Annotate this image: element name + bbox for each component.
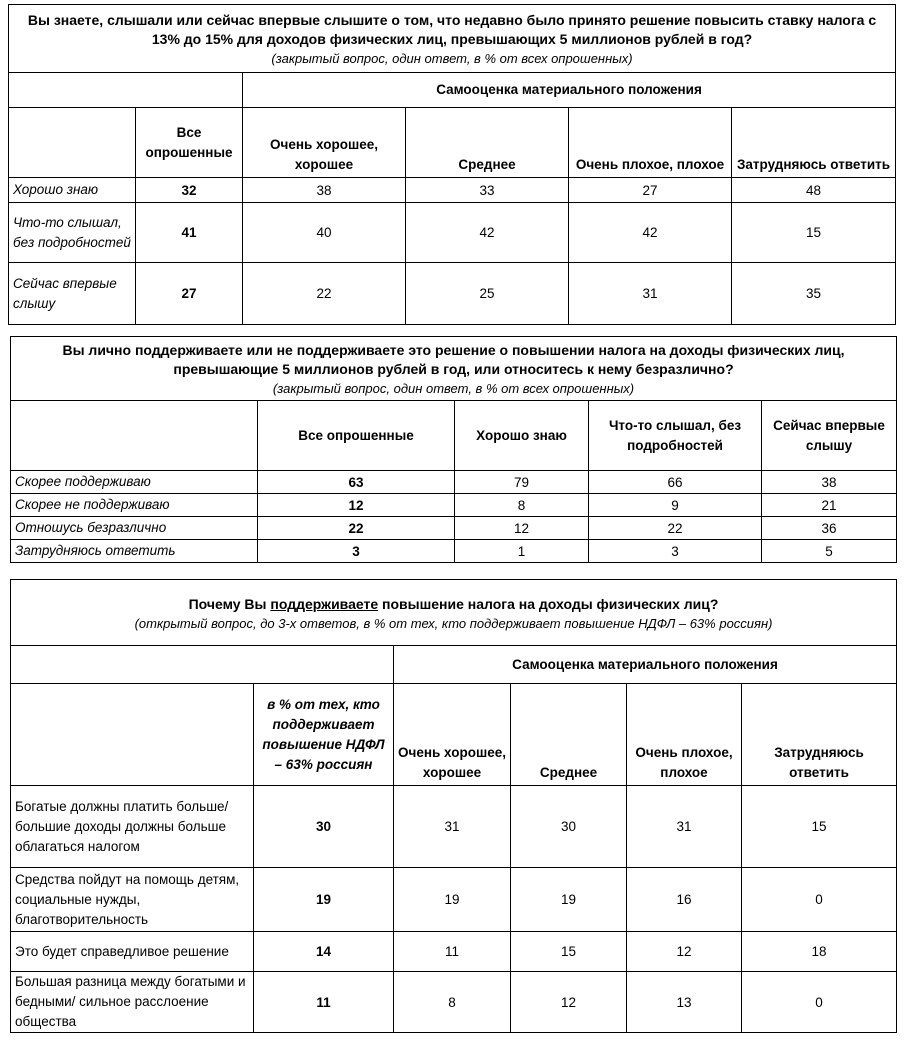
cell: 35 <box>732 263 896 325</box>
question-text: Вы лично поддерживаете или не поддерживаете это решение о повышении налога на доходы физических лиц, превышающие 5 миллионов рублей в год, или относитесь к нему безразлично? <box>62 342 845 377</box>
col-header: Очень хорошее, хорошее <box>243 108 406 178</box>
cell: 18 <box>742 932 897 972</box>
cell: 22 <box>589 517 762 540</box>
col-header-all: Все опрошенные <box>258 401 455 471</box>
table-row <box>9 178 896 203</box>
cell: 38 <box>762 471 897 494</box>
cell: 16 <box>627 868 742 932</box>
cell: 12 <box>627 932 742 972</box>
row-label: Затрудняюсь ответить <box>11 540 258 563</box>
table-row <box>9 263 896 325</box>
table-reasons <box>10 579 897 1033</box>
cell: 38 <box>243 178 406 203</box>
table-row <box>11 517 897 540</box>
table-row <box>11 972 897 1033</box>
cell-all: 11 <box>254 972 394 1033</box>
cell: 48 <box>732 178 896 203</box>
cell: 13 <box>627 972 742 1033</box>
question-subtitle: (открытый вопрос, до 3-х ответов, в % от тех, кто поддерживает повышение НДФЛ – 63% россиян) <box>134 615 773 631</box>
cell: 12 <box>455 517 589 540</box>
question-text: Вы знаете, слышали или сейчас впервые слышите о том, что недавно было принято решение повысить ставку налога с 13% до 15% для доходов физических лиц, превышающих 5 миллионов рублей в год? <box>27 12 877 47</box>
cell-all: 32 <box>136 178 243 203</box>
question-subtitle: (закрытый вопрос, один ответ, в % от всех опрошенных) <box>272 381 635 396</box>
col-header: Среднее <box>511 684 627 786</box>
empty-cell <box>11 646 394 684</box>
cell-all: 27 <box>136 263 243 325</box>
cell: 36 <box>762 517 897 540</box>
cell: 21 <box>762 494 897 517</box>
row-label: Хорошо знаю <box>9 178 136 203</box>
cell: 33 <box>406 178 569 203</box>
col-header: Что-то слышал, без подробностей <box>589 401 762 471</box>
table-row <box>11 540 897 563</box>
cell: 30 <box>511 786 627 868</box>
cell: 31 <box>394 786 511 868</box>
cell: 5 <box>762 540 897 563</box>
row-label: Что-то слышал, без подробностей <box>9 203 136 263</box>
cell: 1 <box>455 540 589 563</box>
row-label: Это будет справедливое решение <box>11 932 254 972</box>
table-row <box>11 868 897 932</box>
cell: 27 <box>569 178 732 203</box>
cell: 0 <box>742 868 897 932</box>
col-header: Затрудняюсь ответить <box>742 684 897 786</box>
cell: 9 <box>589 494 762 517</box>
question-text-part: повышение налога на доходы физических лиц? <box>378 595 719 612</box>
cell-all: 63 <box>258 471 455 494</box>
question-subtitle: (закрытый вопрос, один ответ, в % от всех опрошенных) <box>271 51 633 66</box>
cell: 22 <box>243 263 406 325</box>
table-title <box>11 580 897 646</box>
col-header: Сейчас впервые слышу <box>762 401 897 471</box>
cell: 12 <box>511 972 627 1033</box>
cell: 79 <box>455 471 589 494</box>
cell-all: 19 <box>254 868 394 932</box>
cell-all: 30 <box>254 786 394 868</box>
group-header: Самооценка материального положения <box>243 73 896 108</box>
cell: 42 <box>406 203 569 263</box>
col-header: Очень хорошее, хорошее <box>394 684 511 786</box>
table-row <box>9 203 896 263</box>
row-label: Сейчас впервые слышу <box>9 263 136 325</box>
row-label: Скорее поддерживаю <box>11 471 258 494</box>
cell: 42 <box>569 203 732 263</box>
cell-all: 3 <box>258 540 455 563</box>
cell: 40 <box>243 203 406 263</box>
row-label: Средства пойдут на помощь детям, социальные нужды, благотворительность <box>11 868 254 932</box>
cell: 19 <box>511 868 627 932</box>
table-title <box>9 5 896 73</box>
empty-cell <box>9 73 243 108</box>
row-label: Большая разница между богатыми и бедными/ сильное расслоение общества <box>11 972 254 1033</box>
col-header: Очень плохое, плохое <box>569 108 732 178</box>
cell-all: 12 <box>258 494 455 517</box>
col-header-all: в % от тех, кто поддерживает повышение НДФЛ – 63% россиян <box>254 684 394 786</box>
cell: 15 <box>511 932 627 972</box>
table-title <box>11 337 897 401</box>
group-header: Самооценка материального положения <box>394 646 897 684</box>
row-label: Скорее не поддерживаю <box>11 494 258 517</box>
table-row <box>11 932 897 972</box>
cell: 66 <box>589 471 762 494</box>
cell: 25 <box>406 263 569 325</box>
question-text-part: Почему Вы <box>188 595 271 612</box>
table-row <box>11 494 897 517</box>
row-label: Отношусь безразлично <box>11 517 258 540</box>
cell: 15 <box>742 786 897 868</box>
cell: 8 <box>394 972 511 1033</box>
col-header-all: Все опрошенные <box>136 108 243 178</box>
col-header: Хорошо знаю <box>455 401 589 471</box>
cell-all: 41 <box>136 203 243 263</box>
cell: 19 <box>394 868 511 932</box>
empty-cell <box>11 684 254 786</box>
question-text <box>189 596 719 612</box>
cell-all: 22 <box>258 517 455 540</box>
empty-cell <box>11 401 258 471</box>
table-row <box>11 786 897 868</box>
question-text-underlined: поддерживаете <box>270 595 379 612</box>
row-label: Богатые должны платить больше/ большие доходы должны больше облагаться налогом <box>11 786 254 868</box>
cell: 0 <box>742 972 897 1033</box>
cell: 15 <box>732 203 896 263</box>
table-row <box>11 471 897 494</box>
empty-cell <box>9 108 136 178</box>
col-header: Среднее <box>406 108 569 178</box>
cell-all: 14 <box>254 932 394 972</box>
cell: 8 <box>455 494 589 517</box>
col-header: Очень плохое, плохое <box>627 684 742 786</box>
cell: 11 <box>394 932 511 972</box>
table-awareness <box>8 4 896 325</box>
cell: 3 <box>589 540 762 563</box>
col-header: Затрудняюсь ответить <box>732 108 896 178</box>
cell: 31 <box>569 263 732 325</box>
table-support <box>10 336 897 563</box>
cell: 31 <box>627 786 742 868</box>
